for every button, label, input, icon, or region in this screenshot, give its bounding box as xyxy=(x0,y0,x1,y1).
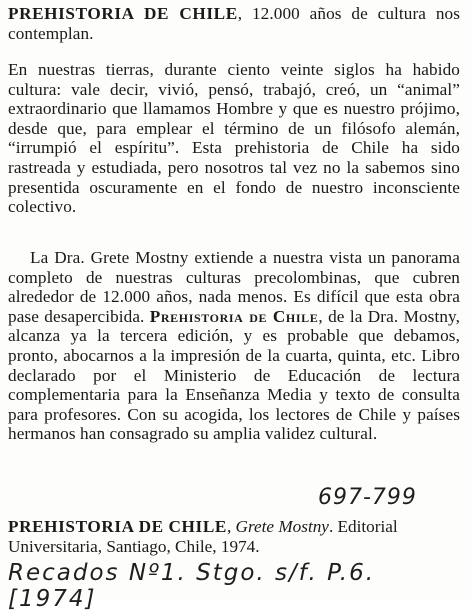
bibliographic-reference xyxy=(8,517,460,556)
body-paragraph-2 xyxy=(8,248,460,444)
handwritten-catalog-number: 697-799 xyxy=(318,485,417,510)
reference-title: PREHISTORIA DE CHILE xyxy=(8,517,227,536)
body-paragraph-1: En nuestras tierras, durante ciento veinte siglos ha habido cultura: vale decir, vivió, pensó, trabajó, creó, un “animal” extraordinario que llamamos Hombre y que es nuestro prójimo, desde que, para emplear el término de un filósofo alemán, “irrumpió el espíritu”. Esta prehistoria de Chile ha sido rastreada y estudiada, pero nosotros tal vez no la sabemos sino presentida oscuramente en el fondo de nuestro inconsciente colectivo. xyxy=(8,60,460,217)
paragraph2-text-b: , de la Dra. Mostny, alcanza ya la tercera edición, y es probable que debamos, pronto, abocarnos a la impresión de la cuarta, quinta, etc. Libro declarado por el Ministerio de Educación de lectura complementaria para la Enseñanza Media y texto de consulta para profesores. Con su acogida, los lectores de Chile y países hermanos han consagrado su amplia validez cultural. xyxy=(8,306,460,444)
reference-publisher: . Editorial Universitaria, Santiago, Chile, 1974. xyxy=(8,517,398,556)
paragraph2-text-a: La Dra. Grete Mostny extiende a nuestra vista un panorama completo de nuestras culturas precolombinas, que cubren alrededor de 12.000 años, nada menos. Es difícil que esta obra pase desapercibida. xyxy=(8,248,460,326)
header-title: PREHISTORIA DE CHILE xyxy=(8,4,238,23)
header-subtitle: , 12.000 años de cultura nos contemplan. xyxy=(8,4,461,43)
book-title-inline: Prehistoria de Chile xyxy=(149,306,319,326)
reference-separator: , xyxy=(226,517,236,536)
handwritten-source-note: Recados Nº1. Stgo. s/f. P.6. [1974] xyxy=(8,560,376,612)
header-paragraph xyxy=(8,4,460,43)
reference-author: Grete Mostny xyxy=(235,517,329,536)
